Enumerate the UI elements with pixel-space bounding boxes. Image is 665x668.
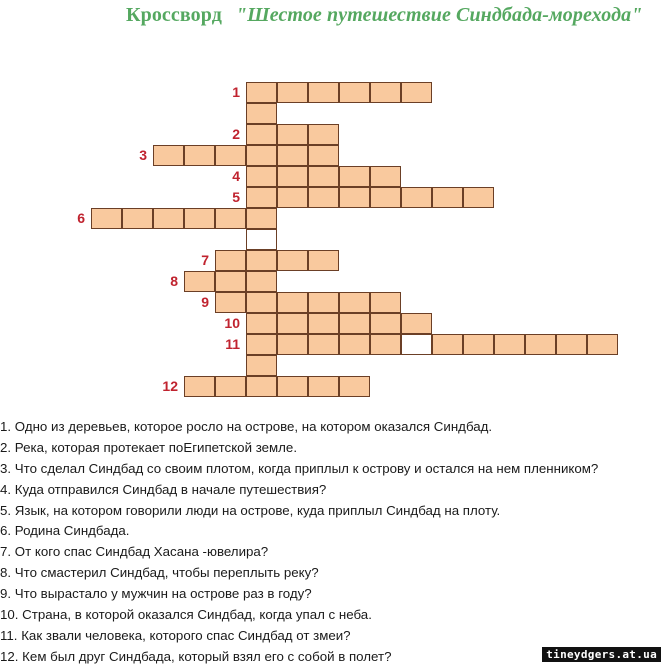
crossword-cell xyxy=(277,292,308,313)
crossword-cell xyxy=(339,334,370,355)
clue-6: 6. Родина Синдбада. xyxy=(0,523,130,539)
crossword-cell xyxy=(277,313,308,334)
crossword-cell xyxy=(246,145,277,166)
clue-7: 7. От кого спас Синдбад Хасана -ювелира? xyxy=(0,544,269,560)
answer-number-2: 2 xyxy=(232,126,240,142)
crossword-cell xyxy=(153,145,184,166)
clue-12: 12. Кем был друг Синдбада, который взял его с собой в полет? xyxy=(0,648,392,664)
title-topic: "Шестое путешествие Синдбада-морехода" xyxy=(235,4,643,26)
crossword-cell xyxy=(246,229,277,250)
answer-number-5: 5 xyxy=(232,189,240,205)
crossword-cell xyxy=(184,271,215,292)
crossword-cell xyxy=(246,313,277,334)
crossword-cell xyxy=(308,166,339,187)
answer-number-7: 7 xyxy=(201,252,209,268)
crossword-cell xyxy=(308,292,339,313)
crossword-cell xyxy=(308,187,339,208)
crossword-cell xyxy=(401,82,432,103)
crossword-cell xyxy=(277,82,308,103)
crossword-cell xyxy=(246,103,277,124)
answer-number-10: 10 xyxy=(224,315,240,331)
crossword-cell xyxy=(432,187,463,208)
crossword-cell xyxy=(463,187,494,208)
clue-10: 10. Страна, в которой оказался Синдбад, когда упал с неба. xyxy=(0,607,372,623)
clue-4: 4. Куда отправился Синдбад в начале путешествия? xyxy=(0,481,327,497)
crossword-cell xyxy=(494,334,525,355)
crossword-cell xyxy=(246,376,277,397)
crossword-cell xyxy=(215,145,246,166)
clue-2: 2. Река, которая протекает поЕгипетской земле. xyxy=(0,439,298,455)
site-watermark: tineydgers.at.ua xyxy=(542,647,661,662)
crossword-cell xyxy=(246,250,277,271)
crossword-cell xyxy=(339,313,370,334)
answer-number-9: 9 xyxy=(201,294,209,310)
crossword-cell xyxy=(308,124,339,145)
crossword-cell xyxy=(525,334,556,355)
crossword-cell xyxy=(556,334,587,355)
crossword-cell xyxy=(587,334,618,355)
answer-number-4: 4 xyxy=(232,168,240,184)
crossword-cell xyxy=(370,334,401,355)
crossword-cell xyxy=(91,208,122,229)
crossword-cell xyxy=(246,82,277,103)
clue-list xyxy=(0,417,598,668)
crossword-cell xyxy=(277,187,308,208)
crossword-cell xyxy=(277,166,308,187)
answer-number-8: 8 xyxy=(170,273,178,289)
crossword-cell xyxy=(277,334,308,355)
crossword-cell xyxy=(184,376,215,397)
clue-1: 1. Одно из деревьев, которое росло на острове, на котором оказался Синдбад. xyxy=(0,419,493,434)
crossword-cell xyxy=(308,145,339,166)
crossword-cell xyxy=(308,250,339,271)
crossword-cell xyxy=(277,250,308,271)
title-label: Кроссворд xyxy=(126,4,222,26)
clue-3: 3. Что сделал Синдбад со своим плотом, когда приплыл к острову и остался на нем пленником? xyxy=(0,460,599,476)
clue-9: 9. Что вырастало у мужчин на острове раз в году? xyxy=(0,586,312,602)
crossword-cell xyxy=(370,166,401,187)
answer-number-11: 11 xyxy=(225,336,240,352)
crossword-cell xyxy=(370,292,401,313)
crossword-cell xyxy=(215,250,246,271)
crossword-cell xyxy=(184,145,215,166)
crossword-cell xyxy=(308,334,339,355)
crossword-cell xyxy=(339,82,370,103)
answer-number-3: 3 xyxy=(139,147,147,163)
crossword-cell xyxy=(215,208,246,229)
crossword-cell xyxy=(184,208,215,229)
crossword-cell xyxy=(401,187,432,208)
crossword-cell xyxy=(401,313,432,334)
crossword-cell xyxy=(277,145,308,166)
crossword-cell xyxy=(215,271,246,292)
crossword-cell xyxy=(153,208,184,229)
crossword-cell xyxy=(463,334,494,355)
crossword-cell xyxy=(370,82,401,103)
crossword-cell xyxy=(122,208,153,229)
crossword-cell xyxy=(246,208,277,229)
clue-11: 11. Как звали человека, которого спас Синдбад от змеи? xyxy=(0,627,351,643)
crossword-cell xyxy=(339,376,370,397)
clue-8: 8. Что смастерил Синдбад, чтобы переплыть реку? xyxy=(0,565,319,581)
crossword-cell xyxy=(308,313,339,334)
crossword-cell xyxy=(308,376,339,397)
answer-number-12: 12 xyxy=(162,378,178,394)
crossword-cell xyxy=(246,355,277,376)
crossword-cell xyxy=(246,166,277,187)
clue-5: 5. Язык, на котором говорили люди на острове, куда приплыл Синдбад на плоту. xyxy=(0,502,501,518)
crossword-cell xyxy=(246,124,277,145)
crossword-cell xyxy=(246,292,277,313)
crossword-cell xyxy=(277,124,308,145)
crossword-cell xyxy=(339,187,370,208)
crossword-cell xyxy=(370,187,401,208)
answer-number-1: 1 xyxy=(232,84,240,100)
crossword-cell xyxy=(246,187,277,208)
crossword-cell xyxy=(339,166,370,187)
crossword-cell xyxy=(277,376,308,397)
crossword-cell xyxy=(370,313,401,334)
crossword-cell xyxy=(215,376,246,397)
crossword-cell xyxy=(246,271,277,292)
crossword-cell xyxy=(246,334,277,355)
crossword-cell xyxy=(432,334,463,355)
crossword-cell xyxy=(215,292,246,313)
crossword-cell xyxy=(308,82,339,103)
answer-number-6: 6 xyxy=(77,210,85,226)
crossword-cell xyxy=(339,292,370,313)
crossword-cell xyxy=(401,334,432,355)
